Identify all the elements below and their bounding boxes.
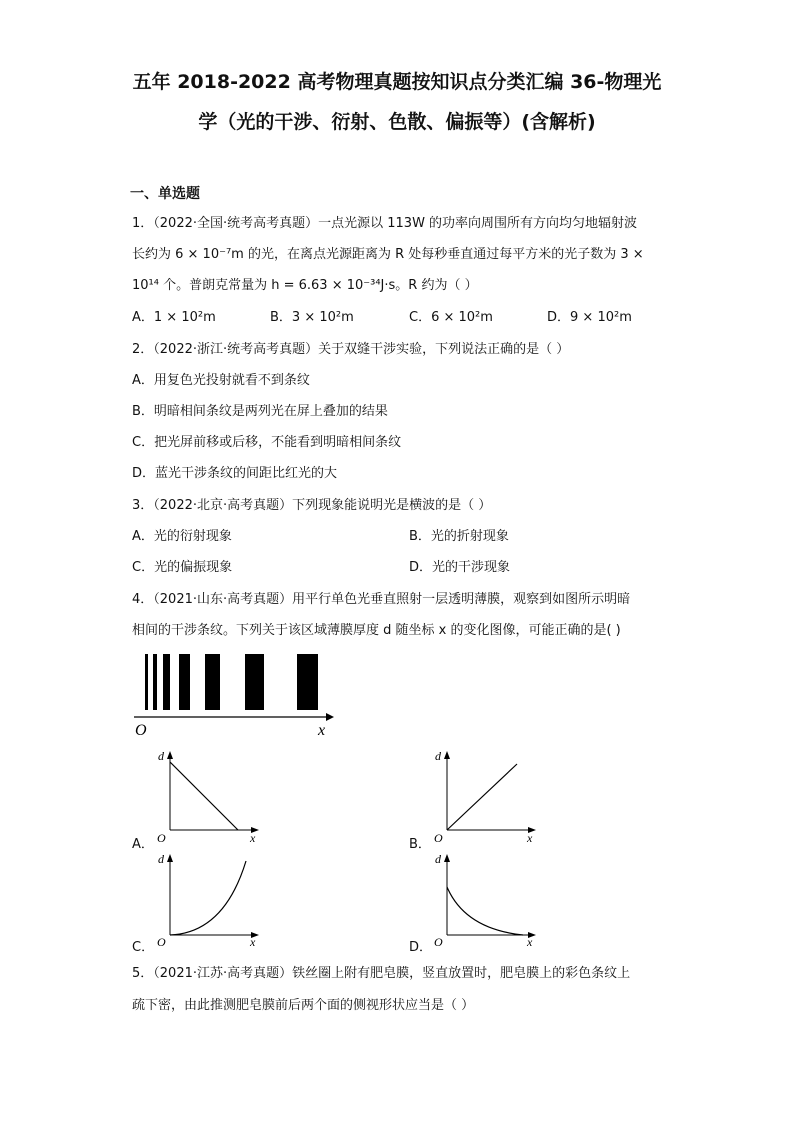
graph-d-curve [447,887,523,935]
q1-option-c[interactable]: C．6 × 10²m [409,310,493,325]
svg-text:x: x [250,935,256,949]
svg-text:O: O [157,935,166,949]
q4-graph-b[interactable] [429,746,544,846]
q2-stem: 2．（2022·浙江·统考高考真题）关于双缝干涉实验，下列说法正确的是（ ） [132,342,570,357]
svg-text:O: O [157,831,166,845]
fringe-3 [163,654,170,710]
q2-option-a[interactable]: A．用复色光投射就看不到条纹 [132,373,310,388]
q3-stem: 3．（2022·北京·高考真题）下列现象能说明光是横波的是（ ） [132,498,492,513]
q1-stem-line-1: 1．（2022·全国·统考高考真题）一点光源以 113W 的功率向周围所有方向均匀地辐射波 [132,216,638,231]
svg-text:d: d [158,852,164,866]
q3-option-d[interactable]: D．光的干涉现象 [409,560,511,575]
section-heading: 一、单选题 [130,186,200,202]
fringe-2 [153,654,157,710]
fringe-6 [245,654,264,710]
svg-text:d: d [158,749,164,763]
q4-option-a-label[interactable]: A． [132,837,154,852]
q2-option-b[interactable]: B．明暗相间条纹是两列光在屏上叠加的结果 [132,404,388,419]
q1-option-b[interactable]: B．3 × 10²m [270,310,354,325]
fringe-4 [179,654,190,710]
q1-option-a[interactable]: A．1 × 10²m [132,310,216,325]
q1-stem-line-3: 10¹⁴ 个。普朗克常量为 h = 6.63 × 10⁻³⁴J·s。R 约为（ ） [132,278,478,293]
document-title-line-2: 学（光的干涉、衍射、色散、偏振等）(含解析) [198,111,596,133]
q4-stem-line-1: 4．（2021·山东·高考真题）用平行单色光垂直照射一层透明薄膜，观察到如图所示明暗 [132,592,631,607]
svg-text:x: x [527,831,533,845]
q4-graph-d[interactable] [429,849,544,949]
graph-c-curve [170,861,246,935]
q4-option-b-label[interactable]: B． [409,837,431,852]
q2-option-c[interactable]: C．把光屏前移或后移，不能看到明暗相间条纹 [132,435,402,450]
q3-option-c[interactable]: C．光的偏振现象 [132,560,233,575]
q1-stem-line-2: 长约为 6 × 10⁻⁷m 的光，在离点光源距离为 R 处每秒垂直通过每平方米的光子数为 3 × [132,247,644,262]
q4-graph-a[interactable] [152,746,267,846]
q4-option-c-label[interactable]: C． [132,940,155,955]
graph-b-curve [447,764,517,830]
svg-text:d: d [435,852,441,866]
fringe-5 [205,654,220,710]
svg-text:O: O [434,831,443,845]
q3-option-b[interactable]: B．光的折射现象 [409,529,509,544]
interference-fringe-figure [132,648,342,740]
q4-stem-line-2: 相间的干涉条纹。下列关于该区域薄膜厚度 d 随坐标 x 的变化图像，可能正确的是( ) [132,623,621,638]
graph-a-curve [170,762,238,830]
svg-text:O: O [434,935,443,949]
fringe-7 [297,654,318,710]
fringe-origin-label: O [135,722,147,739]
fringe-1 [145,654,148,710]
svg-text:x: x [250,831,256,845]
fringe-x-label: x [318,722,326,739]
q5-stem-line-1: 5．（2021·江苏·高考真题）铁丝圈上附有肥皂膜，竖直放置时，肥皂膜上的彩色条纹上 [132,966,631,981]
q4-graph-c[interactable] [152,849,267,949]
fringe-x-arrow [326,713,334,721]
q5-stem-line-2: 疏下密，由此推测肥皂膜前后两个面的侧视形状应当是（ ） [132,998,475,1013]
svg-text:d: d [435,749,441,763]
q3-option-a[interactable]: A．光的衍射现象 [132,529,232,544]
document-title-line-1: 五年 2018-2022 高考物理真题按知识点分类汇编 36-物理光 [132,71,662,93]
svg-text:x: x [527,935,533,949]
q4-option-d-label[interactable]: D． [409,940,433,955]
q2-option-d[interactable]: D．蓝光干涉条纹的间距比红光的大 [132,466,338,481]
q1-option-d[interactable]: D．9 × 10²m [547,310,632,325]
